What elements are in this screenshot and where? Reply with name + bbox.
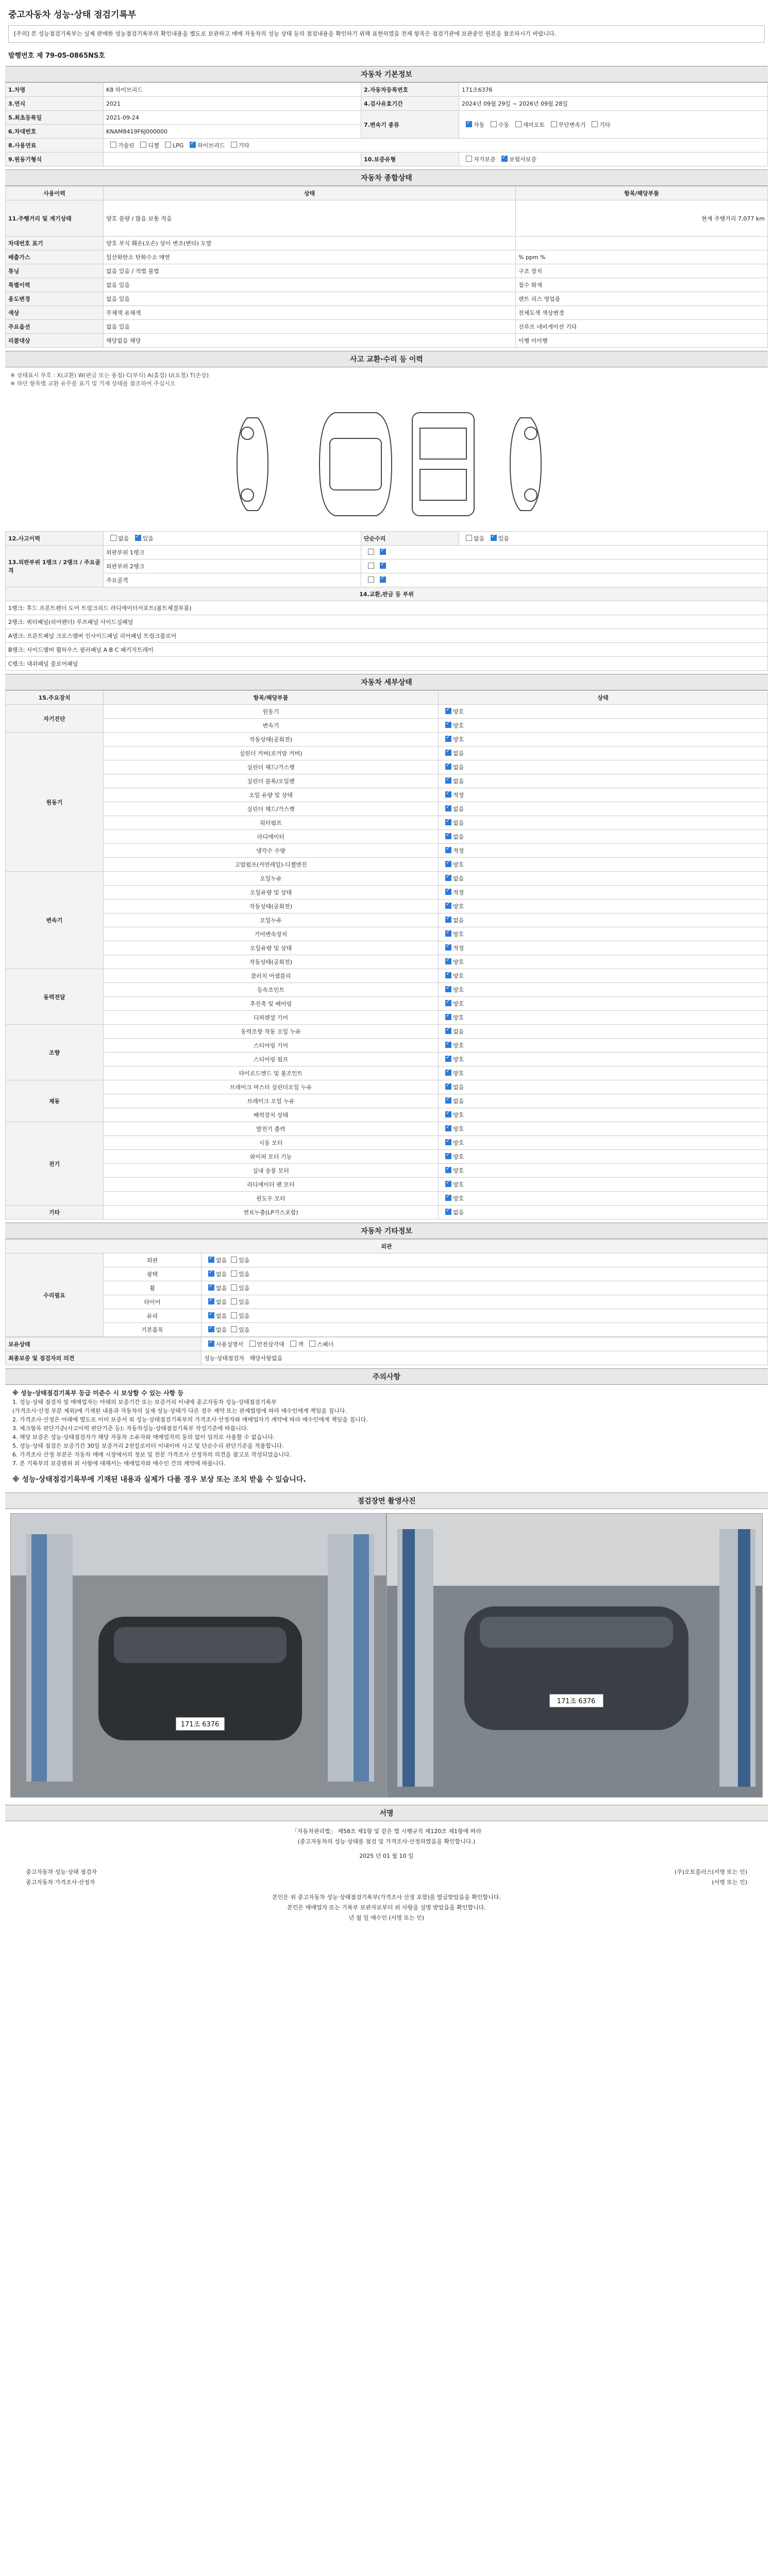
note-line: (가격조사·산정 부분 제외)에 기재된 내용과 자동차의 실제 성능·상태가 다른 경우 계약 또는 관계법령에 따라 매수인에게 책임을 집니다.: [12, 1408, 347, 1414]
col-header: 상태: [439, 691, 768, 705]
car-photo-icon: [11, 1514, 386, 1797]
checkbox-icon: [208, 1326, 214, 1332]
photo-rear: [386, 1513, 763, 1798]
item-status: ✓ 없음: [439, 1206, 768, 1219]
checkbox-icon: [208, 1298, 214, 1304]
checkbox-icon: [445, 903, 451, 909]
big-warning: ※ 성능·상태점검기록부에 기재된 내용과 실제가 다를 경우 보상 또는 조치 받을 수 있습니다.: [12, 1476, 306, 1484]
checkbox-icon: [466, 535, 472, 541]
label-inspection-period: 4.검사유효기간: [361, 97, 459, 111]
buyer-confirm: [5, 1887, 768, 1928]
section-overall: 자동차 종합상태: [5, 170, 768, 186]
basic-info-table: [5, 82, 768, 166]
section-notes: 주의사항: [5, 1368, 768, 1385]
row-status: 없음 있음: [104, 320, 516, 334]
extra-table: [5, 1239, 768, 1337]
svg-text:171조 6376: 171조 6376: [557, 1698, 596, 1705]
value-car-name: K8 하이브리드: [104, 83, 361, 97]
item-name: 실린더 블록/오일팬: [104, 774, 439, 788]
rank-value: [361, 560, 768, 573]
item-name: 클러치 어셈블리: [104, 969, 439, 983]
item-name: 동력조향 작동 오일 누유: [104, 1025, 439, 1039]
checkbox-icon: [380, 577, 386, 583]
row-status: 없음 있음 / 적법 불법: [104, 264, 516, 278]
item-status: ✓ 양호: [439, 858, 768, 872]
item-name: 타이로드엔드 및 볼조인트: [104, 1066, 439, 1080]
item-status: ✓ 양호: [439, 1039, 768, 1053]
group-label: 제동: [6, 1080, 104, 1122]
item-status: ✓ 없음: [439, 830, 768, 844]
label-rank: 13.외판부위 1랭크 / 2랭크 / 주요골격: [6, 546, 104, 587]
item-name: 스티어링 기어: [104, 1039, 439, 1053]
checkbox-icon: [368, 563, 374, 569]
simple-repair-options: 없음 ✓ 있음: [459, 532, 768, 546]
row-detail: 렌트 리스 영업용: [516, 292, 768, 306]
label-reg-no: 2.자동차등록번호: [361, 83, 459, 97]
overall-table: [5, 186, 768, 348]
label-simple-repair: 단순수리: [361, 532, 459, 546]
item-status: ✓ 양호: [439, 1150, 768, 1164]
item-status: ✓ 양호: [439, 997, 768, 1011]
col-header: 사용이력: [6, 187, 104, 200]
rank-value: [361, 546, 768, 560]
repair-label: 수리필요: [6, 1253, 104, 1337]
item-name: 실린더 헤드/가스켓: [104, 760, 439, 774]
col-header: 항목/해당부품: [516, 187, 768, 200]
item-status: ✓ 없음: [439, 774, 768, 788]
checkbox-icon: [491, 121, 497, 127]
item-name: 라디에이터: [104, 830, 439, 844]
confirm-text: 년 월 일 매수인 (서명 또는 인): [348, 1914, 425, 1921]
label-first-reg: 5.최초등록일: [6, 111, 104, 125]
row-status: 없음 있음: [104, 278, 516, 292]
checkbox-icon: [208, 1284, 214, 1291]
confirm-text: 본인은 매매업자 또는 기록부 보관자로부터 위 사항을 설명 받았음을 확인합니다.: [287, 1904, 486, 1911]
section-basic-info: 자동차 기본정보: [5, 66, 768, 82]
item-name: 작동상태(공회전): [104, 733, 439, 747]
extra-item: 휠: [104, 1281, 201, 1295]
group-label: 자기진단: [6, 705, 104, 733]
item-status: ✓ 양호: [439, 1192, 768, 1206]
note-line: 2. 가격조사·산정은 아래에 별도로 이미 보증서 외 성능·상태점검기록부의 가격조사·산정자와 매매업자가 계약에 따라 매수인에게 책임을 집니다.: [12, 1416, 368, 1423]
detail-table: [5, 690, 768, 1219]
extra-item-options: ✓ 없음 있음: [201, 1323, 768, 1337]
col-header: 상태: [104, 187, 516, 200]
checkbox-icon: [445, 708, 451, 714]
checkbox-icon: [110, 535, 116, 541]
extra-subheader: 외관: [6, 1240, 768, 1253]
checkbox-icon: [501, 156, 508, 162]
checkbox-icon: [249, 1341, 256, 1347]
signature-block: [5, 1821, 768, 1867]
checkbox-icon: [110, 142, 116, 148]
checkbox-icon: [445, 1167, 451, 1173]
checkbox-icon: [445, 875, 451, 881]
item-status: ✓ 적정: [439, 788, 768, 802]
item-status: ✓ 양호: [439, 1066, 768, 1080]
photos-row: [5, 1509, 768, 1802]
note-line: 3. 체크항목 판단기준(사고이력 판단기준 등): 자동차성능·상태점검기록부 작성기준에 따릅니다.: [12, 1425, 249, 1432]
photo-front: [10, 1513, 386, 1798]
item-name: 윈도우 모터: [104, 1192, 439, 1206]
rank-item: 주요골격: [104, 573, 361, 587]
item-status: ✓ 없음: [439, 1080, 768, 1094]
checkbox-icon: [445, 917, 451, 923]
group-label: 조향: [6, 1025, 104, 1080]
checkbox-icon: [208, 1270, 214, 1277]
checkbox-icon: [380, 549, 386, 555]
item-name: 오일 유량 및 상태: [104, 788, 439, 802]
value-engine-type: [104, 152, 361, 166]
group-label: 전기: [6, 1122, 104, 1206]
checkbox-icon: [290, 1341, 296, 1347]
checkbox-icon: [445, 861, 451, 867]
opinion-row: 성능·상태점검자 해당사항없음: [201, 1351, 768, 1365]
item-name: 실린더 헤드/가스켓: [104, 802, 439, 816]
row-label: 색상: [6, 306, 104, 320]
label-fuel: 8.사용연료: [6, 139, 104, 152]
row-detail: [516, 236, 768, 250]
warranty-options: 자가보증 ✓ 보험사보증: [459, 152, 768, 166]
row-label: 용도변경: [6, 292, 104, 306]
item-name: 디퍼렌셜 기어: [104, 1011, 439, 1025]
col-header: 15.주요장치: [6, 691, 104, 705]
extra-item-options: ✓ 없음 있음: [201, 1267, 768, 1281]
confirm-text: 본인은 위 중고자동차 성능·상태점검기록부(가격조사 산정 포함)를 발급받았음을 확인합니다.: [272, 1894, 501, 1901]
group-label: 변속기: [6, 872, 104, 969]
item-status: ✓ 양호: [439, 1178, 768, 1192]
label-engine-type: 9.원동기형식: [6, 152, 104, 166]
checkbox-icon: [466, 156, 472, 162]
item-status: ✓ 없음: [439, 802, 768, 816]
basic-items-options: ✓ 사용설명서 안전삼각대 잭 스패너: [201, 1337, 768, 1351]
checkbox-icon: [445, 958, 451, 964]
item-status: ✓ 양호: [439, 719, 768, 733]
item-name: 냉각수 수량: [104, 844, 439, 858]
note-line: 7. 본 기록부의 보증범위 외 사항에 대해서는 매매업자와 매수인 간의 계약에 따릅니다.: [12, 1460, 226, 1467]
sign-row: 중고자동차 가격조사·산정자 (서명 또는 인): [26, 1879, 747, 1886]
checkbox-icon: [445, 791, 451, 798]
item-name: 원동기: [104, 705, 439, 719]
label-car-name: 1.차명: [6, 83, 104, 97]
checkbox-icon: [445, 805, 451, 811]
extra-item: 기본품목: [104, 1323, 201, 1337]
row-detail: % ppm %: [516, 250, 768, 264]
checkbox-icon: [309, 1341, 315, 1347]
parts-title: 14.교환,판금 등 부위: [6, 587, 768, 601]
row-label: 차대번호 표기: [6, 236, 104, 250]
item-name: 실린더 커버(로커암 커버): [104, 747, 439, 760]
checkbox-icon: [445, 1014, 451, 1020]
checkbox-icon: [445, 847, 451, 853]
checkbox-icon: [135, 535, 141, 541]
row-detail: 전체도색 색상변경: [516, 306, 768, 320]
row-status: 없음 있음: [104, 292, 516, 306]
checkbox-icon: [231, 1298, 237, 1304]
checkbox-icon: [231, 1326, 237, 1332]
checkbox-icon: [445, 764, 451, 770]
checkbox-icon: [445, 722, 451, 728]
label-transmission: 7.변속기 종류: [361, 111, 459, 139]
fuel-options: 가솔린 디젤 LPG ✓ 하이브리드 기타: [104, 139, 768, 152]
car-diagram: [5, 392, 768, 531]
sign-text: 「자동차관리법」 제58조 제1항 및 같은 법 시행규칙 제120조 제1항에 따라: [291, 1828, 482, 1835]
item-status: ✓ 적정: [439, 941, 768, 955]
label-accident-history: 12.사고이력: [6, 532, 104, 546]
item-name: 변속기: [104, 719, 439, 733]
item-status: ✓ 양호: [439, 1122, 768, 1136]
checkbox-icon: [380, 563, 386, 569]
item-name: 와이퍼 모터 기능: [104, 1150, 439, 1164]
checkbox-icon: [445, 1125, 451, 1131]
row-status: 양호 부식 훼손(오손) 상이 변조(변타) 도말: [104, 236, 516, 250]
item-status: ✓ 양호: [439, 983, 768, 997]
item-status: ✓ 없음: [439, 1025, 768, 1039]
row-status: 무채색 유채색: [104, 306, 516, 320]
checkbox-icon: [445, 930, 451, 937]
checkbox-icon: [208, 1312, 214, 1318]
checkbox-icon: [445, 1056, 451, 1062]
checkbox-icon: [208, 1341, 214, 1347]
item-name: 작동상태(공회전): [104, 900, 439, 913]
checkbox-icon: [231, 1284, 237, 1291]
item-name: 고압펌프(커먼레일)-디젤엔진: [104, 858, 439, 872]
item-name: 브레이크 마스터 실린더오일 누유: [104, 1080, 439, 1094]
checkbox-icon: [592, 121, 598, 127]
checkbox-icon: [445, 833, 451, 839]
accident-history-options: 없음 ✓ 있음: [104, 532, 361, 546]
checkbox-icon: [445, 1195, 451, 1201]
extra-item-options: ✓ 없음 있음: [201, 1281, 768, 1295]
checkbox-icon: [445, 1028, 451, 1034]
item-name: 시동 모터: [104, 1136, 439, 1150]
label-vin: 6.차대번호: [6, 125, 104, 139]
row-label: 11.주행거리 및 계기상태: [6, 200, 104, 236]
group-label: 기타: [6, 1206, 104, 1219]
item-name: 등속조인트: [104, 983, 439, 997]
row-status: 양호 불량 / 많음 보통 적음: [104, 200, 516, 236]
sign-text: (중고자동차의 성능·상태를 점검 및 가격조사·산정하였음을 확인합니다.): [297, 1838, 476, 1845]
car-outline-icon: [5, 392, 768, 531]
item-status: ✓ 적정: [439, 886, 768, 900]
item-name: 발전기 출력: [104, 1122, 439, 1136]
document-number: 발행번호 제 79-05-0865NS호: [8, 52, 105, 60]
document: [5, 5, 768, 1928]
item-name: 배력장치 상태: [104, 1108, 439, 1122]
row-label: 리콜대상: [6, 334, 104, 348]
label-warranty: 10.보증유형: [361, 152, 459, 166]
note-line: 4. 해당 보증은 성능·상태점검자가 해당 자동차 소유자와 매매업자의 동의 없이 임의로 사용할 수 없습니다.: [12, 1434, 275, 1440]
checkbox-icon: [466, 121, 472, 127]
item-name: 라디에이터 팬 모터: [104, 1178, 439, 1192]
value-vin: KNAM8419F6J000000: [104, 125, 361, 139]
section-accident: 사고 교환·수리 등 이력: [5, 351, 768, 367]
item-status: ✓ 없음: [439, 1094, 768, 1108]
checkbox-icon: [231, 142, 237, 148]
section-extra: 자동차 기타정보: [5, 1223, 768, 1239]
item-name: 작동상태(공회전): [104, 955, 439, 969]
item-status: ✓ 양호: [439, 900, 768, 913]
item-name: 오일유량 및 상태: [104, 886, 439, 900]
checkbox-icon: [445, 944, 451, 951]
item-status: ✓ 양호: [439, 705, 768, 719]
extra-item: 타이어: [104, 1295, 201, 1309]
item-status: ✓ 양호: [439, 1053, 768, 1066]
sign-row: 중고자동차 성능·상태 점검자 (주)오토플러스(서명 또는 인): [26, 1869, 747, 1875]
item-name: 실내 송풍 모터: [104, 1164, 439, 1178]
parts-row: B랭크: 사이드멤버 휠하우스 필러패널 A B C 패키지트레이: [6, 643, 768, 657]
rank-item: 외판부위 1랭크: [104, 546, 361, 560]
rank-value: [361, 573, 768, 587]
item-status: ✓ 없음: [439, 913, 768, 927]
label-opinion: 최종보증 및 점검자의 의견: [6, 1351, 201, 1365]
checkbox-icon: [445, 1111, 451, 1117]
item-status: ✓ 양호: [439, 1011, 768, 1025]
checkbox-icon: [445, 1000, 451, 1006]
rank-item: 외판부위 2랭크: [104, 560, 361, 573]
checkbox-icon: [491, 535, 497, 541]
parts-row: 2랭크: 쿼터패널(리어펜더) 루프패널 사이드실패널: [6, 615, 768, 629]
checkbox-icon: [445, 1153, 451, 1159]
item-name: 연료누출(LP가스포함): [104, 1206, 439, 1219]
checkbox-icon: [445, 1070, 451, 1076]
checkbox-icon: [445, 1042, 451, 1048]
parts-row: C랭크: 대쉬패널 플로어패널: [6, 657, 768, 671]
checkbox-icon: [445, 986, 451, 992]
checkbox-icon: [190, 142, 196, 148]
row-detail: 선루프 네비게이션 기타: [516, 320, 768, 334]
section-signature: 서명: [5, 1805, 768, 1821]
checkbox-icon: [368, 549, 374, 555]
row-detail: 이행 미이행: [516, 334, 768, 348]
row-status: 해당없음 해당: [104, 334, 516, 348]
extra-item-options: ✓ 없음 있음: [201, 1309, 768, 1323]
item-status: ✓ 양호: [439, 955, 768, 969]
checkbox-icon: [445, 1139, 451, 1145]
item-status: ✓ 없음: [439, 872, 768, 886]
item-name: 오일누유: [104, 872, 439, 886]
checkbox-icon: [445, 1097, 451, 1104]
checkbox-icon: [231, 1270, 237, 1277]
item-status: ✓ 양호: [439, 927, 768, 941]
checkbox-icon: [140, 142, 146, 148]
checkbox-icon: [515, 121, 522, 127]
notes-warning: ※ 성능·상태점검기록부 등급 미준수 시 보상할 수 있는 사항 등: [12, 1389, 184, 1397]
row-label: 배출가스: [6, 250, 104, 264]
extra-item: 외판: [104, 1253, 201, 1267]
extra-item: 광택: [104, 1267, 201, 1281]
row-detail: 침수 화재: [516, 278, 768, 292]
checkbox-icon: [445, 777, 451, 784]
notes-block: [5, 1385, 768, 1472]
row-label: 튜닝: [6, 264, 104, 278]
item-name: 브레이크 오일 누유: [104, 1094, 439, 1108]
group-label: 원동기: [6, 733, 104, 872]
svg-text:171조 6376: 171조 6376: [180, 1721, 220, 1728]
row-detail: 현재 주행거리 7,077 km: [516, 200, 768, 236]
legend-line: ※ 하단 항목별 교환 유무를 표기 및 기재 상태를 참조하여 주십시오: [10, 380, 176, 387]
note-line: 6. 가격조사 산정 부분은 자동차 매매 시장에서의 정보 및 전문 가격조사 산정자의 의견을 참고로 작성되었습니다.: [12, 1451, 292, 1458]
sign-date: 2025 년 01 월 10 일: [359, 1853, 414, 1859]
checkbox-icon: [231, 1257, 237, 1263]
transmission-options: ✓ 자동 수동 세미오토 무단변속기 기타: [459, 111, 768, 139]
checkbox-icon: [445, 1083, 451, 1090]
extra-item-options: ✓ 없음 있음: [201, 1295, 768, 1309]
row-status: 일산화탄소 탄화수소 매연: [104, 250, 516, 264]
car-photo-icon: [387, 1514, 763, 1797]
legend-line: ※ 상태표시 부호 : X(교환) W(판금 또는 용접) C(부식) A(흠집) U(요철) T(손상): [10, 372, 209, 379]
item-status: ✓ 양호: [439, 1136, 768, 1150]
item-name: 기어변속장치: [104, 927, 439, 941]
item-status: ✓ 양호: [439, 969, 768, 983]
label-basic-items: 보유상태: [6, 1337, 201, 1351]
item-name: 스티어링 펌프: [104, 1053, 439, 1066]
checkbox-icon: [165, 142, 171, 148]
value-reg-no: 171조6376: [459, 83, 768, 97]
document-title: 중고자동차 성능·상태 점검기록부: [8, 10, 137, 20]
checkbox-icon: [445, 736, 451, 742]
row-detail: 구조 장치: [516, 264, 768, 278]
section-detail: 자동차 세부상태: [5, 674, 768, 690]
row-label: 주요옵션: [6, 320, 104, 334]
checkbox-icon: [445, 1209, 451, 1215]
item-name: 추진축 및 베어링: [104, 997, 439, 1011]
parts-row: 1랭크: 후드 프론트펜더 도어 트렁크리드 라디에이터서포트(볼트체결부품): [6, 601, 768, 615]
accident-table: [5, 531, 768, 671]
item-status: ✓ 적정: [439, 844, 768, 858]
section-photos: 점검장면 촬영사진: [5, 1493, 768, 1509]
checkbox-icon: [445, 819, 451, 825]
checkbox-icon: [445, 750, 451, 756]
checkbox-icon: [445, 1181, 451, 1187]
value-inspection-period: 2024년 09월 29일 ~ 2026년 09월 28일: [459, 97, 768, 111]
extra-opts-table: [5, 1337, 768, 1365]
checkbox-icon: [445, 889, 451, 895]
item-status: ✓ 양호: [439, 1108, 768, 1122]
label-year: 3.연식: [6, 97, 104, 111]
value-first-reg: 2021-09-24: [104, 111, 361, 125]
col-header: 항목/해당부품: [104, 691, 439, 705]
checkbox-icon: [231, 1312, 237, 1318]
note-line: 1. 성능·상태 점검자 및 매매업자는 아래의 보증기간 또는 보증거리 이내에 중고자동차 성능·상태점검기록부: [12, 1399, 277, 1405]
extra-item-options: ✓ 없음 있음: [201, 1253, 768, 1267]
note-line: 5. 성능·상태 점검은 보증기간 30일 보증거리 2천킬로미터 이내이며 사고 및 단순수리 판단기준을 적용합니다.: [12, 1443, 284, 1449]
item-name: 워터펌프: [104, 816, 439, 830]
item-name: 오일유량 및 상태: [104, 941, 439, 955]
parts-row: A랭크: 프론트패널 크로스멤버 인사이드패널 리어패널 트렁크플로어: [6, 629, 768, 643]
value-year: 2021: [104, 97, 361, 111]
checkbox-icon: [208, 1257, 214, 1263]
item-name: 오일누유: [104, 913, 439, 927]
row-label: 특별이력: [6, 278, 104, 292]
item-status: ✓ 없음: [439, 760, 768, 774]
group-label: 동력전달: [6, 969, 104, 1025]
checkbox-icon: [551, 121, 557, 127]
item-status: ✓ 양호: [439, 733, 768, 747]
item-status: ✓ 양호: [439, 1164, 768, 1178]
notice-box: [주의] 본 성능점검기록부는 실제 판매한 성능점검기록부의 확인내용을 별도로 보관하고 매매 자동차의 성능 상태 등의 점검내용을 확인하기 위해 표현하였음 전체 항목은 점검기관에 보관중인 원본을 참조하시기 바랍니다.: [8, 25, 765, 43]
status-legend: [5, 367, 768, 392]
extra-item: 유리: [104, 1309, 201, 1323]
checkbox-icon: [368, 577, 374, 583]
item-status: ✓ 없음: [439, 816, 768, 830]
item-status: ✓ 없음: [439, 747, 768, 760]
checkbox-icon: [445, 972, 451, 978]
